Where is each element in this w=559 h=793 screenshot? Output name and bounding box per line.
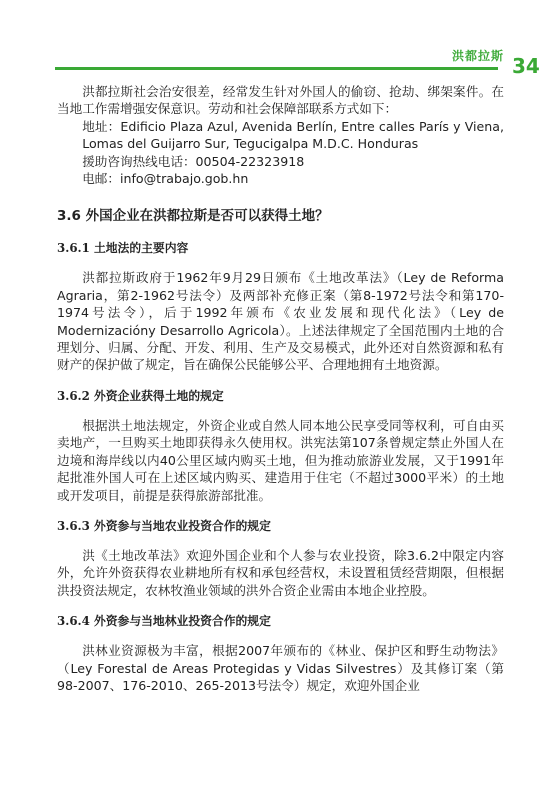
intro-paragraph: 洪都拉斯社会治安很差，经常发生针对外国人的偷窃、抢劫、绑架案件。在当地工作需增强安保意识。劳动和社会保障部联系方式如下： xyxy=(57,84,504,117)
contact-address: 地址：Edificio Plaza Azul, Avenida Berlín, Entre calles París y Viena, Lomas del Guijarro Sur, Tegucigalpa M.D.C. Honduras xyxy=(82,118,504,152)
subsection-heading: 3.6.4 外资参与当地林业投资合作的规定 xyxy=(57,614,271,629)
chapter-label: 洪都拉斯 xyxy=(452,49,505,63)
subsection-heading: 3.6.3 外资参与当地农业投资合作的规定 xyxy=(57,518,271,533)
section-heading: 3.6 外国企业在洪都拉斯是否可以获得土地？ xyxy=(57,208,329,225)
contact-email: 电邮：info@trabajo.gob.hn xyxy=(82,171,249,187)
subsection-body: 洪都拉斯政府于1962年9月29日颁布《土地改革法》（Ley de Reforma Agraria，第2-1962号法令）及两部补充修正案（第8-1972号法令和第170-1974号法令），后于1992年颁布《农业发展和现代化法》（Ley de Modernizacióny Desarrollo Agricola）。上述法律规定了全国范围内土地的合理划分、归属、分配、开发、利用、生产及交易模式，此外还对自然资源和私有财产的保护做了规定，旨在确保公民能够公平、合理地拥有土地资源。 xyxy=(57,270,504,373)
subsection-body: 根据洪土地法规定，外资企业或自然人同本地公民享受同等权利，可自由买卖地产，一旦购买土地即获得永久使用权。洪宪法第107条曾规定禁止外国人在边境和海岸线以内40公里区域内购买土地，但为推动旅游业发展，又于1991年起批准外国人可在上述区域内购买、建造用于住宅（不超过3000平米）的土地或开发项目，前提是获得旅游部批准。 xyxy=(57,417,504,503)
subsection-heading: 3.6.2 外资企业获得土地的规定 xyxy=(57,388,224,403)
subsection-body: 洪林业资源极为丰富，根据2007年颁布的《林业、保护区和野生动物法》（Ley Forestal de Areas Protegidas y Vidas Silvestres）及其修订案（第98-2007、176-2010、265-2013号法令）规定，欢迎外国企业 xyxy=(57,643,504,693)
subsection-heading: 3.6.1 土地法的主要内容 xyxy=(57,241,189,256)
subsection-body: 洪《土地改革法》欢迎外国企业和个人参与农业投资，除3.6.2中限定内容外，允许外资获得农业耕地所有权和承包经营权，未设置租赁经营期限，但根据洪投资法规定，农林牧渔业领域的洪外合资企业需由本地企业控股。 xyxy=(57,547,504,598)
page-number: 34 xyxy=(512,54,540,78)
page-body xyxy=(57,83,504,694)
header-rule xyxy=(55,67,498,70)
contact-hotline: 援助咨询热线电话：00504-22323918 xyxy=(82,153,305,169)
